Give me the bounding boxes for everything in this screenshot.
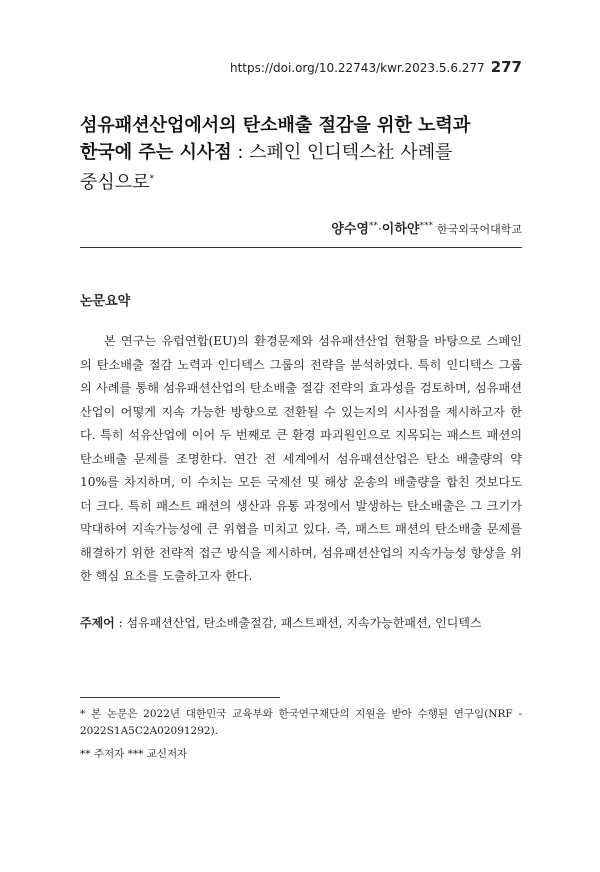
- author-1: 양수영: [331, 222, 369, 237]
- title-line-3-text: 중심으로: [80, 172, 150, 193]
- title-line-1: 섬유패션산업에서의 탄소배출 절감을 위한 노력과: [80, 115, 471, 136]
- doi-link[interactable]: https://doi.org/10.22743/kwr.2023.5.6.277: [229, 61, 485, 75]
- title-line-2-rest: : 스페인 인디텍스社 사례를: [231, 142, 453, 163]
- footnote-funding: * 본 논문은 2022년 대한민국 교육부와 한국연구재단의 지원을 받아 수행된 연구임(NRF - 2022S1A5C2A02091292).: [80, 708, 522, 737]
- keywords: [80, 614, 522, 631]
- title-divider: [80, 247, 522, 248]
- title-line-2-bold: 한국에 주는 시사점: [80, 142, 232, 163]
- footnote-authors: ** 주저자 *** 교신저자: [80, 748, 188, 760]
- title-line-3: [80, 166, 525, 196]
- author-separator: ·: [377, 222, 382, 236]
- title-line-2: [80, 139, 525, 166]
- author-2-mark: ***: [419, 221, 433, 231]
- doi-header: [80, 58, 522, 76]
- keywords-separator: :: [114, 616, 127, 630]
- abstract-body: 본 연구는 유럽연합(EU)의 환경문제와 섬유패션산업 현황을 바탕으로 스페인의 탄소배출 절감 노력과 인디텍스 그룹의 전략을 분석하였다. 특히 인디텍스 그룹의 사례를 통해 섬유패션산업의 탄소배출 절감 전략의 효과성을 검토하며, 섬유패션산업이 어떻게 지속 가능한 방향으로 전환될 수 있는지의 시사점을 제시하고자 한다. 특히 석유산업에 이어 두 번째로 큰 환경 파괴원인으로 지목되는 패스트 패션의 탄소배출 문제를 조명한다. 연간 전 세계에서 섬유패션산업은 탄소 배출량의 약 10%를 차지하며, 이 수치는 모든 국제선 및 해상 운송의 배출량을 합친 것보다도 더 크다. 특히 패스트 패션의 생산과 유통 과정에서 발생하는 탄소배출은 그 크기가 막대하여 지속가능성에 큰 위협을 미치고 있다. 즉, 패스트 패션의 탄소배출 문제를 해결하기 위한 전략적 접근 방식을 제시하며, 섬유패션산업의 지속가능성 향상을 위한 핵심 요소를 도출하고자 한다.: [80, 334, 522, 583]
- author-2: 이하얀: [381, 222, 420, 237]
- affiliation: 한국외국어대학교: [436, 223, 522, 236]
- footnote-divider: [80, 697, 280, 698]
- keywords-list: 섬유패션산업, 탄소배출절감, 패스트패션, 지속가능한패션, 인디텍스: [126, 616, 482, 630]
- keywords-label: 주제어: [80, 616, 115, 630]
- abstract-heading: 논문요약: [80, 294, 131, 309]
- author-1-mark: **: [368, 221, 378, 231]
- paper-title: [80, 112, 525, 196]
- title-footnote-mark: *: [149, 174, 155, 184]
- author-line: [80, 218, 522, 237]
- page-number: 277: [490, 58, 522, 76]
